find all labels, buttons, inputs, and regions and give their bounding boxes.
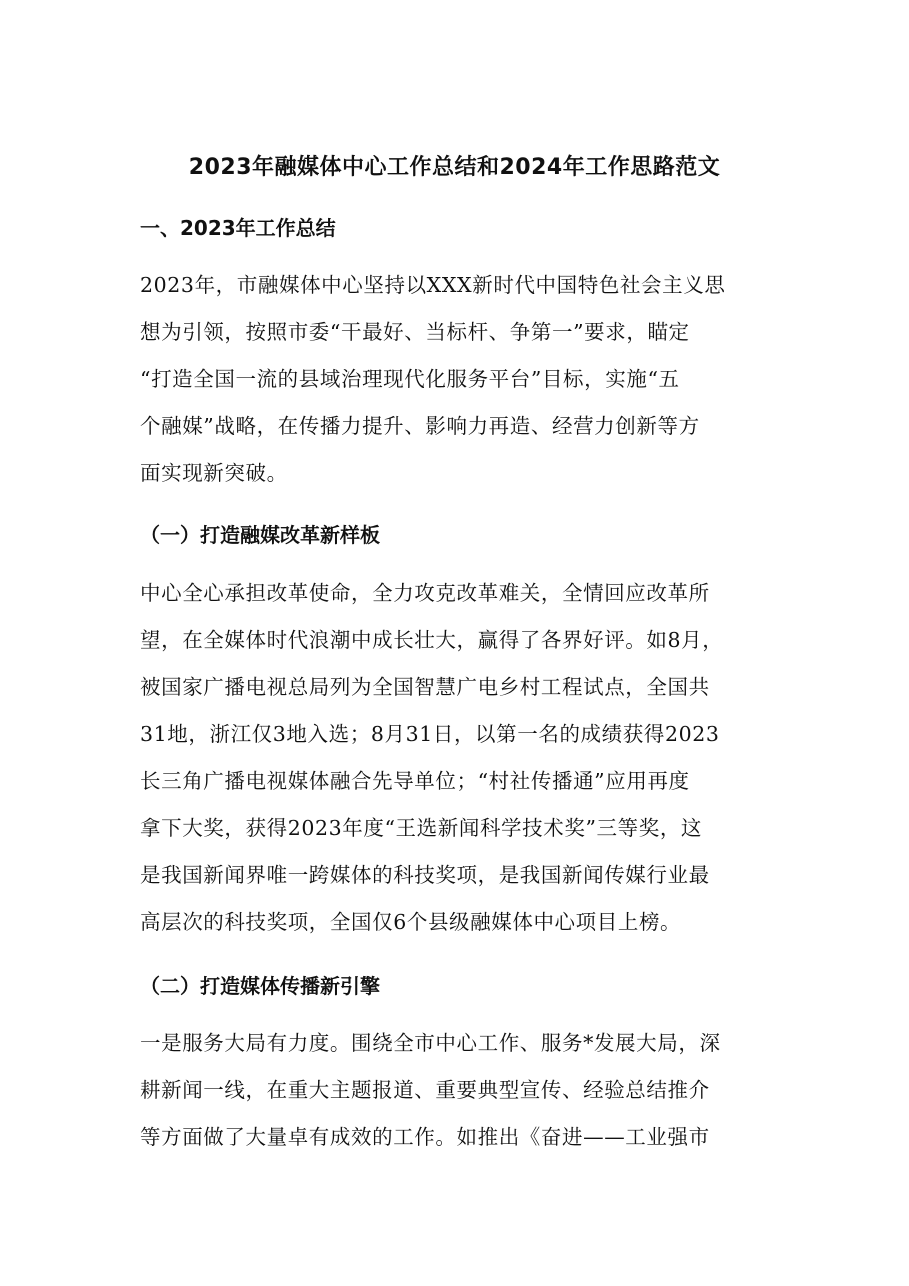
paragraph-line: 是我国新闻界唯一跨媒体的科技奖项，是我国新闻传媒行业最 — [140, 863, 710, 887]
subsection-heading-reform: （一）打造融媒改革新样板 — [140, 523, 380, 547]
paragraph-line: 想为引领，按照市委“干最好、当标杆、争第一”要求，瞄定 — [140, 320, 690, 344]
document-title: 2023年融媒体中心工作总结和2024年工作思路范文 — [188, 155, 721, 180]
paragraph-line: 被国家广播电视总局列为全国智慧广电乡村工程试点，全国共 — [140, 675, 710, 699]
paragraph-line: 长三角广播电视媒体融合先导单位；“村社传播通”应用再度 — [140, 769, 690, 793]
paragraph-line: 等方面做了大量卓有成效的工作。如推出《奋进——工业强市 — [140, 1125, 710, 1149]
paragraph-line: 一是服务大局有力度。围绕全市中心工作、服务*发展大局，深 — [140, 1031, 721, 1055]
reform-paragraph — [140, 570, 770, 946]
communication-paragraph — [140, 1020, 770, 1161]
paragraph-line: “打造全国一流的县域治理现代化服务平台”目标，实施“五 — [140, 367, 680, 391]
intro-paragraph — [140, 262, 770, 497]
paragraph-line: 望，在全媒体时代浪潮中成长壮大，赢得了各界好评。如8月， — [140, 628, 724, 652]
paragraph-line: 耕新闻一线，在重大主题报道、重要典型宣传、经验总结推介 — [140, 1078, 710, 1102]
paragraph-line: 中心全心承担改革使命，全力攻克改革难关，全情回应改革所 — [140, 581, 710, 605]
paragraph-line: 个融媒”战略，在传播力提升、影响力再造、经营力创新等方 — [140, 414, 700, 438]
paragraph-line: 高层次的科技奖项，全国仅6个县级融媒体中心项目上榜。 — [140, 910, 682, 934]
section-heading-summary: 一、2023年工作总结 — [140, 216, 336, 240]
paragraph-line: 拿下大奖，获得2023年度“王选新闻科学技术奖”三等奖，这 — [140, 816, 703, 840]
paragraph-line: 31地，浙江仅3地入选；8月31日，以第一名的成绩获得2023 — [140, 722, 720, 746]
paragraph-line: 面实现新突破。 — [140, 461, 288, 485]
subsection-heading-communication: （二）打造媒体传播新引擎 — [140, 974, 380, 998]
paragraph-line: 2023年，市融媒体中心坚持以XXX新时代中国特色社会主义思 — [140, 273, 726, 297]
